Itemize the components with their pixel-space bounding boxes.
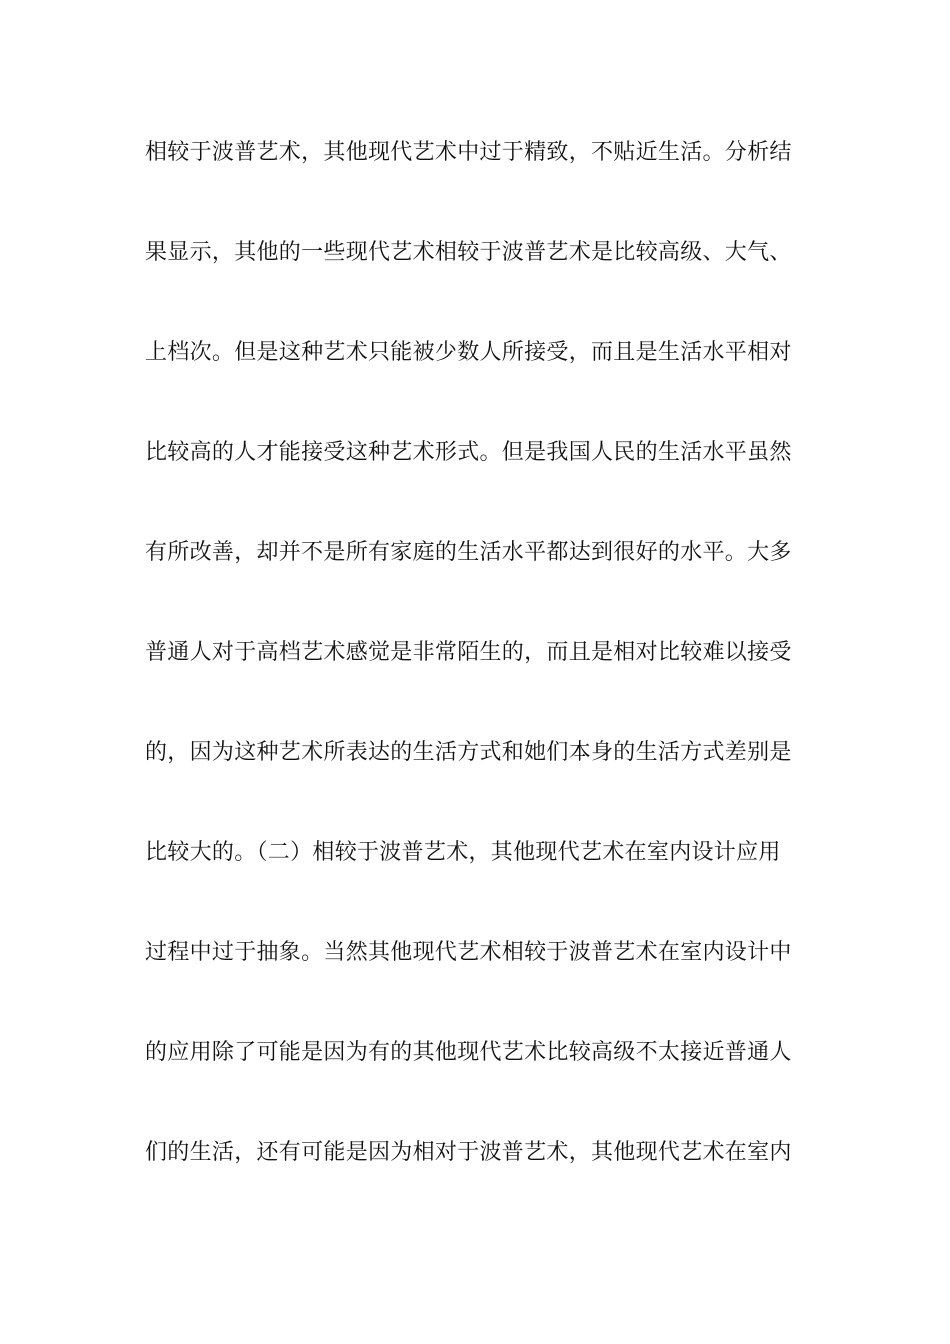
text-line-7: 的，因为这种艺术所表达的生活方式和她们本身的生活方式差别是 <box>145 740 792 765</box>
text-line-8: 比较大的。（二）相较于波普艺术，其他现代艺术在室内设计应用 <box>145 840 781 865</box>
text-line-4: 比较高的人才能接受这种艺术形式。但是我国人民的生活水平虽然 <box>145 440 792 465</box>
body-text <box>145 128 810 1228</box>
text-line-1: 相较于波普艺术，其他现代艺术中过于精致，不贴近生活。分析结 <box>145 140 792 165</box>
text-line-3: 上档次。但是这种艺术只能被少数人所接受，而且是生活水平相对 <box>145 340 792 365</box>
text-line-6: 普通人对于高档艺术感觉是非常陌生的，而且是相对比较难以接受 <box>145 640 792 665</box>
text-line-5: 有所改善，却并不是所有家庭的生活水平都达到很好的水平。大多 <box>145 540 792 565</box>
text-line-2: 果显示，其他的一些现代艺术相较于波普艺术是比较高级、大气、 <box>145 240 792 265</box>
text-line-10: 的应用除了可能是因为有的其他现代艺术比较高级不太接近普通人 <box>145 1040 792 1065</box>
text-line-9: 过程中过于抽象。当然其他现代艺术相较于波普艺术在室内设计中 <box>145 940 792 965</box>
text-line-11: 们的生活，还有可能是因为相对于波普艺术，其他现代艺术在室内 <box>145 1140 792 1165</box>
